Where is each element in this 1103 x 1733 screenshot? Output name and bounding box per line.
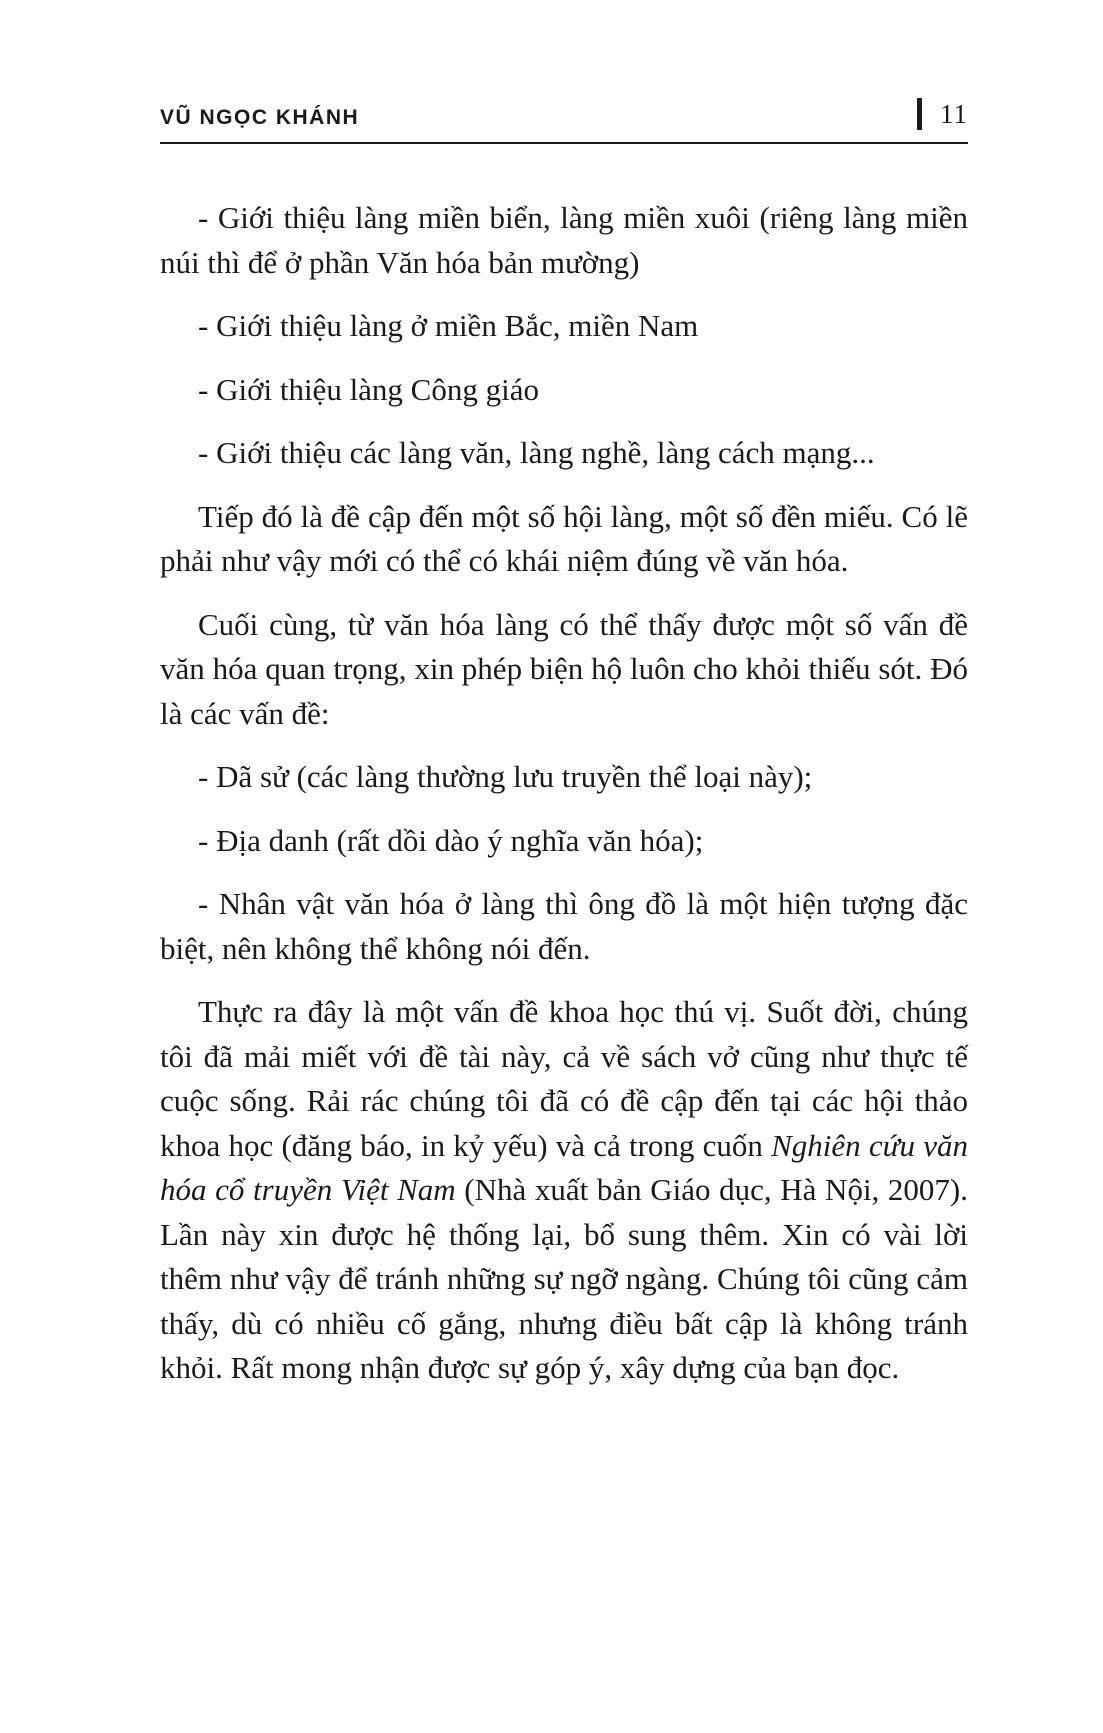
bullet-catholic-villages: - Giới thiệu làng Công giáo: [198, 371, 539, 407]
paragraph-issues-intro: Cuối cùng, từ văn hóa làng có thể thấy được một số vấn đề văn hóa quan trọng, xin phép biện hộ luôn cho khỏi thiếu sót. Đó là các vấn đề:: [160, 606, 968, 731]
bullet-craft-villages: - Giới thiệu các làng văn, làng nghề, làng cách mạng...: [198, 435, 875, 470]
bullet-north-south-villages: - Giới thiệu làng ở miền Bắc, miền Nam: [198, 308, 699, 343]
author-name: VŨ NGỌC KHÁNH: [160, 106, 360, 129]
body-text: [160, 196, 968, 1391]
running-header: [160, 96, 968, 144]
paragraph-festivals: Tiếp đó là đề cập đến một số hội làng, một số đền miếu. Có lẽ phải như vậy mới có thể có khái niệm đúng về văn hóa.: [160, 498, 968, 578]
conclusion-text-after: (Nhà xuất bản Giáo dục, Hà Nội, 2007). Lần này xin được hệ thống lại, bổ sung thêm. Xin có vài lời thêm như vậy để tránh những sự ngỡ ngàng. Chúng tôi cũng cảm thấy, dù có nhiều cố gắng, nhưng điều bất cập là không tránh khỏi. Rất mong nhận được sự góp ý, xây dựng của bạn đọc.: [160, 1172, 969, 1385]
book-title: Nghiên cứu văn hóa cổ truyền Việt Nam: [160, 1127, 968, 1207]
bullet-cultural-figures: - Nhân vật văn hóa ở làng thì ông đồ là một hiện tượng đặc biệt, nên không thể không nói đến.: [160, 886, 968, 966]
bullet-place-names: - Địa danh (rất dồi dào ý nghĩa văn hóa);: [198, 822, 704, 858]
bullet-folk-history: - Dã sử (các làng thường lưu truyền thể loại này);: [198, 759, 813, 794]
page-number-divider: [917, 98, 922, 130]
bullet-coastal-lowland-villages: - Giới thiệu làng miền biển, làng miền xuôi (riêng làng miền núi thì để ở phần Văn hóa bản mường): [160, 200, 968, 280]
page-number: 11: [940, 98, 968, 129]
paragraph-conclusion: [160, 990, 968, 1391]
page-number-block: [917, 96, 968, 132]
conclusion-text-before: Thực ra đây là một vấn đề khoa học thú vị. Suốt đời, chúng tôi đã mải miết với đề tài này, cả về sách vở cũng như thực tế cuộc sống. Rải rác chúng tôi đã có đề cập đến tại các hội thảo khoa học (đăng báo, in kỷ yếu) và cả trong cuốn: [160, 994, 968, 1163]
